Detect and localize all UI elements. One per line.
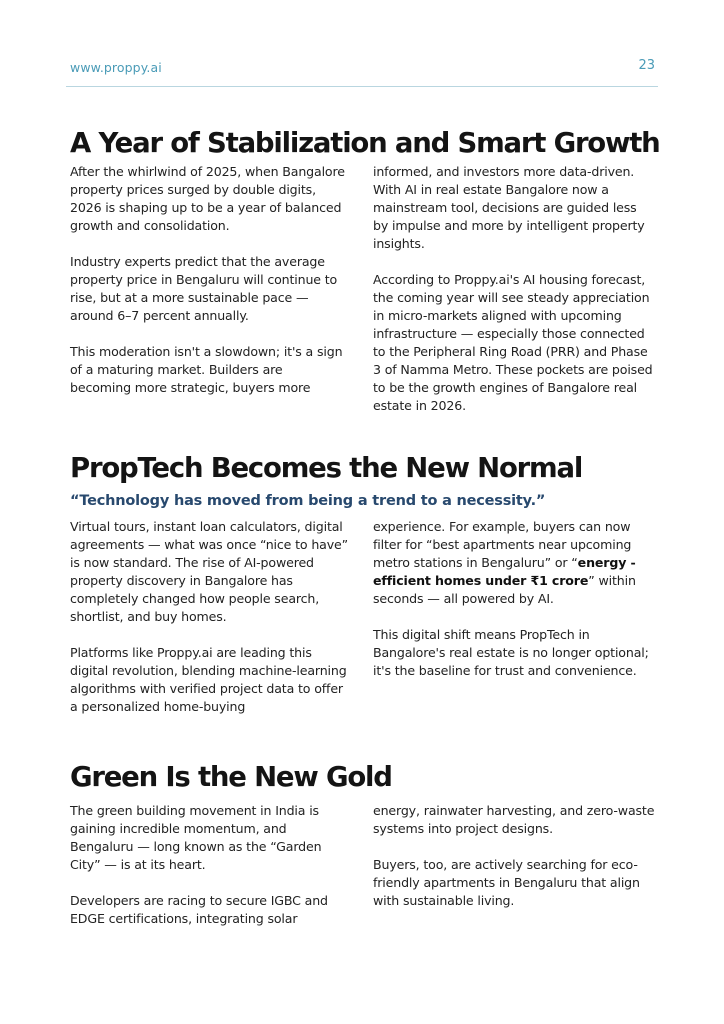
paragraph: The green building movement in India is gaining incredible momentum, and Bengaluru — long known as the “Garden City” — is at its heart. bbox=[70, 803, 322, 872]
paragraph: energy, rainwater harvesting, and zero-waste systems into project designs. bbox=[373, 803, 655, 836]
paragraph bbox=[373, 518, 655, 608]
header-url: www.proppy.ai bbox=[70, 60, 162, 75]
paragraph: Platforms like Proppy.ai are leading this digital revolution, blending machine-learning algorithms with verified project data to offer a personalized home-buying bbox=[70, 645, 347, 714]
paragraph: After the whirlwind of 2025, when Bangalore property prices surged by double digits, 2026 is shaping up to be a year of balanced growth and consolidation. bbox=[70, 164, 345, 233]
header-divider bbox=[66, 86, 658, 87]
two-column-text bbox=[70, 163, 655, 415]
paragraph: Industry experts predict that the average property price in Bengaluru will continue to rise, but at a more sustainable pace — around 6–7 percent annually. bbox=[70, 254, 338, 323]
paragraph: Virtual tours, instant loan calculators, digital agreements — what was once “nice to have” is now standard. The rise of AI-powered property discovery in Bangalore has completely changed how people search, shortlist, and buy homes. bbox=[70, 519, 349, 624]
left-column bbox=[70, 518, 350, 716]
two-column-text bbox=[70, 802, 655, 928]
text-run: ” within seconds — all powered by AI. bbox=[373, 573, 636, 606]
section-stabilization bbox=[70, 126, 660, 415]
page-number: 23 bbox=[638, 58, 655, 73]
two-column-text bbox=[70, 518, 655, 716]
paragraph: informed, and investors more data-driven. With AI in real estate Bangalore now a mainstream tool, decisions are guided less by impulse and more by intelligent property insights. bbox=[373, 164, 645, 251]
pull-quote: “Technology has moved from being a trend to a necessity.” bbox=[70, 493, 546, 509]
left-column bbox=[70, 163, 345, 415]
highlighted-phrase: energy - efficient homes under ₹1 crore bbox=[373, 555, 636, 588]
section-green bbox=[70, 760, 655, 928]
right-column bbox=[373, 802, 655, 928]
paragraph: Developers are racing to secure IGBC and EDGE certifications, integrating solar bbox=[70, 893, 328, 926]
text-run: experience. For example, buyers can now filter for “best apartments near upcoming metro stations in Bengaluru” or “ bbox=[373, 519, 632, 570]
right-column bbox=[373, 518, 655, 716]
left-column bbox=[70, 802, 345, 928]
right-column bbox=[373, 163, 655, 415]
paragraph: This digital shift means PropTech in Bangalore's real estate is no longer optional; it's the baseline for trust and convenience. bbox=[373, 627, 649, 678]
section-title: PropTech Becomes the New Normal bbox=[70, 452, 583, 484]
section-proptech bbox=[70, 451, 655, 716]
paragraph: According to Proppy.ai's AI housing forecast, the coming year will see steady appreciation in micro-markets aligned with upcoming infrastructure — especially those connected to the Peripheral Ring Road (PRR) and Phase 3 of Namma Metro. These pockets are poised to be the growth engines of Bangalore real estate in 2026. bbox=[373, 272, 653, 413]
paragraph: This moderation isn't a slowdown; it's a sign of a maturing market. Builders are becoming more strategic, buyers more bbox=[70, 344, 343, 395]
section-title: A Year of Stabilization and Smart Growth bbox=[70, 127, 660, 159]
section-title: Green Is the New Gold bbox=[70, 761, 392, 793]
paragraph: Buyers, too, are actively searching for eco-friendly apartments in Bengaluru that align with sustainable living. bbox=[373, 857, 640, 908]
